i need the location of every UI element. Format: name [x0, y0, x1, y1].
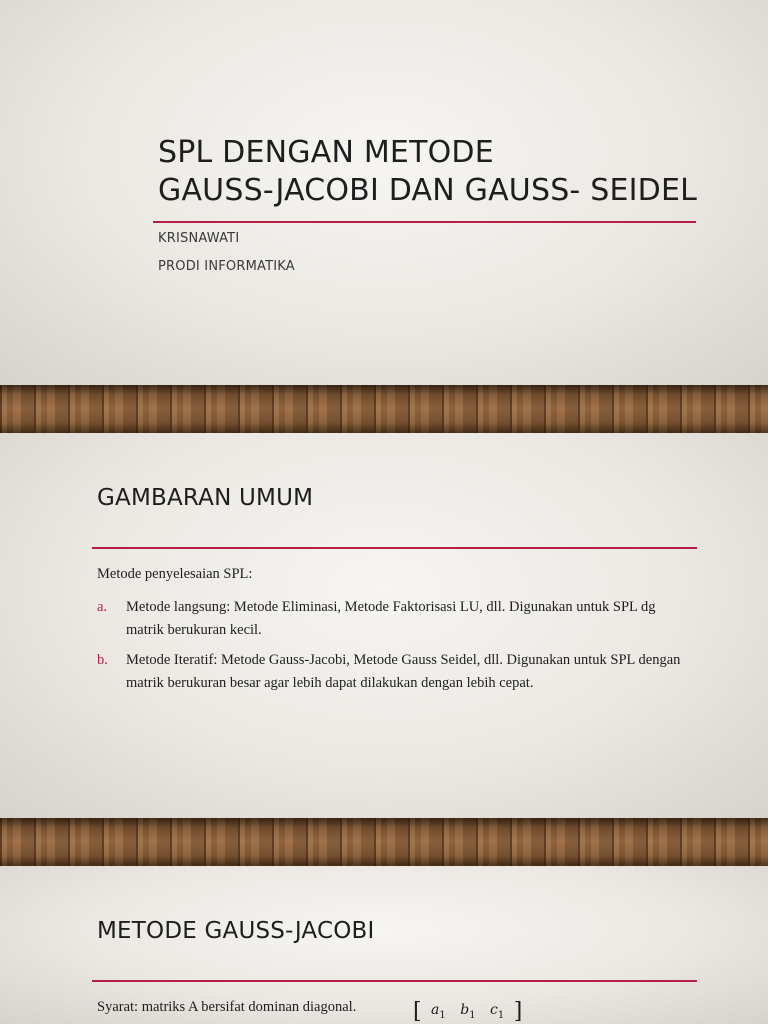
slide-heading: GAMBARAN UMUM	[97, 485, 314, 511]
slide-overview	[0, 433, 768, 818]
wood-floor-divider	[0, 818, 768, 866]
wood-floor-divider	[0, 385, 768, 433]
list-marker: a.	[97, 599, 108, 615]
slide-title-heading	[158, 134, 697, 210]
condition-text: Syarat: matriks A bersifat dominan diagonal.	[97, 999, 357, 1015]
title-divider	[153, 221, 696, 223]
title-line-1: SPL DENGAN METODE	[158, 135, 494, 170]
matrix-cell: $b_1$	[460, 1002, 476, 1021]
list-item-text: Metode Iteratif: Metode Gauss-Jacobi, Metode Gauss Seidel, dll. Digunakan untuk SPL dengan matrik berukuran besar agar lebih dapat dilakukan dengan lebih cepat.	[126, 652, 681, 691]
matrix-right-bracket: ]	[513, 999, 523, 1024]
list-marker: b.	[97, 652, 108, 668]
department-name: PRODI INFORMATIKA	[158, 259, 295, 274]
author-name: KRISNAWATI	[158, 231, 240, 246]
list-item-text: Metode langsung: Metode Eliminasi, Metode Faktorisasi LU, dll. Digunakan untuk SPL dg matrik berukuran kecil.	[126, 599, 656, 638]
matrix-cell: $c_1$	[490, 1002, 505, 1021]
heading-divider	[92, 547, 697, 549]
slide-gauss-jacobi	[0, 866, 768, 1024]
slide-heading: METODE GAUSS-JACOBI	[97, 918, 375, 944]
title-line-2: GAUSS-JACOBI DAN GAUSS- SEIDEL	[158, 173, 698, 208]
heading-divider	[92, 980, 697, 982]
matrix-equation	[413, 999, 522, 1024]
matrix-cell: $a_1$	[431, 1002, 446, 1021]
matrix-left-bracket: [	[413, 999, 422, 1024]
intro-text: Metode penyelesaian SPL:	[97, 566, 253, 582]
slide-title	[0, 0, 768, 385]
